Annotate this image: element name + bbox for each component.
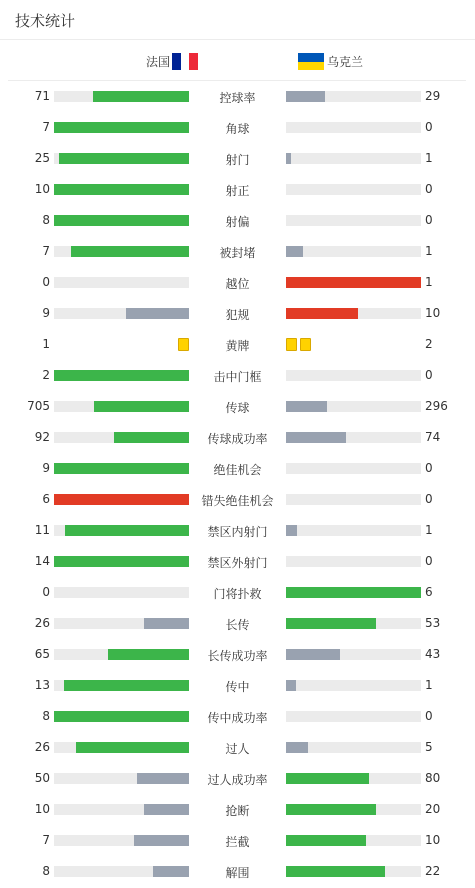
home-stat-value: 25 <box>34 151 50 165</box>
home-stat-value: 71 <box>34 89 50 103</box>
stat-row <box>0 546 475 577</box>
away-stat-value: 0 <box>425 120 433 134</box>
home-stat-value: 1 <box>42 337 50 351</box>
home-stat-bar-fill <box>76 742 189 753</box>
away-stat-value: 296 <box>425 399 448 413</box>
stat-row <box>0 670 475 701</box>
home-stat-value: 50 <box>34 771 50 785</box>
stat-label: 角球 <box>225 122 250 136</box>
home-stat-bar-fill <box>54 184 189 195</box>
home-stat-bar <box>54 587 189 598</box>
home-stat-bar-fill <box>134 835 189 846</box>
away-stat-bar-fill <box>286 618 376 629</box>
home-stat-bar-fill <box>137 773 189 784</box>
away-stat-bar <box>286 91 421 102</box>
home-stat-bar <box>54 184 189 195</box>
home-stat-value: 7 <box>42 120 50 134</box>
stat-label: 过人 <box>225 742 250 756</box>
stat-row <box>0 515 475 546</box>
home-stat-bar-fill <box>144 804 189 815</box>
home-stat-bar-fill <box>94 401 189 412</box>
stat-row <box>0 701 475 732</box>
home-stat-bar <box>54 618 189 629</box>
away-stat-value: 0 <box>425 368 433 382</box>
stat-label: 过人成功率 <box>207 773 268 787</box>
page-title: 技术统计 <box>15 12 76 30</box>
flag-stripe <box>298 62 324 71</box>
stat-row <box>0 577 475 608</box>
away-stat-bar-fill <box>286 773 369 784</box>
home-stat-bar-fill <box>54 370 189 381</box>
stat-label: 黄牌 <box>225 339 250 353</box>
home-stat-bar <box>54 680 189 691</box>
away-stat-bar-fill <box>286 246 303 257</box>
stat-label: 长传成功率 <box>207 649 268 663</box>
away-stat-value: 0 <box>425 461 433 475</box>
away-stat-value: 1 <box>425 523 433 537</box>
stat-label: 门将扑救 <box>213 587 262 601</box>
stat-row <box>0 236 475 267</box>
home-stat-bar-fill <box>54 494 189 505</box>
stat-row <box>0 360 475 391</box>
away-stat-bar <box>286 246 421 257</box>
home-stat-bar <box>54 91 189 102</box>
stats-list <box>0 81 475 887</box>
home-stat-bar-fill <box>108 649 189 660</box>
stat-row <box>0 298 475 329</box>
away-stat-bar <box>286 556 421 567</box>
away-stat-value: 22 <box>425 864 441 878</box>
home-stat-bar <box>54 308 189 319</box>
home-stat-value: 10 <box>34 182 50 196</box>
home-stat-value: 8 <box>42 709 50 723</box>
stat-label: 传球成功率 <box>207 432 268 446</box>
flag-stripe <box>181 53 190 70</box>
home-stat-value: 9 <box>42 306 50 320</box>
home-stat-value: 7 <box>42 244 50 258</box>
home-stat-bar-fill <box>114 432 189 443</box>
home-cards <box>178 338 189 351</box>
away-stat-bar <box>286 587 421 598</box>
home-stat-bar <box>54 773 189 784</box>
away-stat-bar <box>286 742 421 753</box>
away-stat-bar <box>286 804 421 815</box>
stat-label: 绝佳机会 <box>213 463 262 477</box>
away-stat-value: 6 <box>425 585 433 599</box>
home-stat-bar <box>54 370 189 381</box>
away-stat-value: 0 <box>425 182 433 196</box>
away-stat-bar <box>286 463 421 474</box>
home-stat-bar-fill <box>65 525 189 536</box>
stat-label: 射正 <box>225 184 250 198</box>
away-team-name: 乌克兰 <box>327 55 364 69</box>
yellow-card-icon <box>300 338 311 351</box>
away-stat-value: 2 <box>425 337 433 351</box>
home-stat-value: 6 <box>42 492 50 506</box>
stat-row <box>0 732 475 763</box>
home-team-name: 法国 <box>146 55 171 69</box>
away-stat-value: 80 <box>425 771 441 785</box>
home-stat-bar-fill <box>71 246 189 257</box>
away-stat-value: 1 <box>425 275 433 289</box>
away-stat-bar-fill <box>286 401 327 412</box>
stat-row <box>0 112 475 143</box>
away-stat-bar <box>286 835 421 846</box>
away-stat-bar-fill <box>286 587 421 598</box>
away-stat-value: 10 <box>425 833 441 847</box>
home-stat-bar-fill <box>59 153 189 164</box>
home-stat-value: 13 <box>34 678 50 692</box>
away-stat-bar <box>286 525 421 536</box>
home-stat-bar <box>54 525 189 536</box>
away-stat-bar <box>286 649 421 660</box>
home-stat-bar <box>54 153 189 164</box>
stat-row <box>0 608 475 639</box>
away-stat-bar <box>286 401 421 412</box>
home-stat-bar <box>54 742 189 753</box>
away-stat-value: 43 <box>425 647 441 661</box>
home-stat-bar-fill <box>54 215 189 226</box>
home-stat-bar <box>54 277 189 288</box>
stat-label: 禁区外射门 <box>207 556 268 570</box>
home-stat-bar <box>54 215 189 226</box>
yellow-card-icon <box>178 338 189 351</box>
home-stat-value: 8 <box>42 864 50 878</box>
home-stat-bar <box>54 432 189 443</box>
away-stat-bar <box>286 308 421 319</box>
home-stat-bar <box>54 246 189 257</box>
home-stat-bar-fill <box>54 556 189 567</box>
away-stat-value: 53 <box>425 616 441 630</box>
stat-label: 射偏 <box>225 215 250 229</box>
ukraine-flag-icon <box>298 53 324 70</box>
away-stat-bar-fill <box>286 91 325 102</box>
away-stat-bar <box>286 184 421 195</box>
away-stat-bar-fill <box>286 804 376 815</box>
home-stat-bar-fill <box>54 463 189 474</box>
home-stat-value: 0 <box>42 585 50 599</box>
stat-row <box>0 391 475 422</box>
away-stat-value: 0 <box>425 554 433 568</box>
home-stat-bar-fill <box>153 866 189 877</box>
away-stat-value: 0 <box>425 213 433 227</box>
home-stat-value: 14 <box>34 554 50 568</box>
home-stat-bar <box>54 711 189 722</box>
stat-row <box>0 174 475 205</box>
flag-stripe <box>298 53 324 62</box>
home-stat-value: 7 <box>42 833 50 847</box>
stat-label: 犯规 <box>225 308 250 322</box>
home-stat-bar-fill <box>144 618 189 629</box>
stat-row <box>0 794 475 825</box>
home-stat-bar <box>54 556 189 567</box>
stat-row <box>0 484 475 515</box>
stat-row <box>0 825 475 856</box>
away-stat-value: 1 <box>425 151 433 165</box>
away-stat-bar <box>286 618 421 629</box>
away-stat-bar <box>286 122 421 133</box>
stat-row <box>0 763 475 794</box>
stat-row <box>0 81 475 112</box>
stat-row <box>0 267 475 298</box>
away-stat-bar <box>286 432 421 443</box>
away-stat-bar <box>286 773 421 784</box>
home-stat-bar <box>54 835 189 846</box>
away-cards <box>286 338 311 351</box>
stat-row <box>0 329 475 360</box>
away-stat-bar-fill <box>286 680 296 691</box>
away-stat-value: 0 <box>425 492 433 506</box>
home-stat-bar <box>54 494 189 505</box>
away-stat-bar <box>286 866 421 877</box>
home-stat-value: 9 <box>42 461 50 475</box>
home-stat-bar <box>54 804 189 815</box>
stat-row <box>0 205 475 236</box>
home-stat-value: 705 <box>27 399 50 413</box>
away-stat-value: 10 <box>425 306 441 320</box>
away-stat-bar-fill <box>286 308 358 319</box>
home-stat-bar <box>54 463 189 474</box>
home-stat-bar <box>54 649 189 660</box>
stat-label: 错失绝佳机会 <box>201 494 274 508</box>
home-stat-bar <box>54 122 189 133</box>
away-stat-bar-fill <box>286 866 385 877</box>
away-stat-bar <box>286 494 421 505</box>
home-stat-value: 26 <box>34 616 50 630</box>
away-stat-bar <box>286 711 421 722</box>
away-stat-bar-fill <box>286 742 308 753</box>
away-stat-bar <box>286 277 421 288</box>
stat-label: 越位 <box>225 277 250 291</box>
away-stat-bar-fill <box>286 649 340 660</box>
away-stat-bar <box>286 215 421 226</box>
stat-label: 击中门框 <box>213 370 262 384</box>
away-stat-bar-fill <box>286 835 366 846</box>
home-stat-value: 11 <box>34 523 50 537</box>
stat-label: 拦截 <box>225 835 250 849</box>
stat-row <box>0 422 475 453</box>
home-stat-bar-fill <box>126 308 189 319</box>
stat-label: 禁区内射门 <box>207 525 268 539</box>
stat-label: 被封堵 <box>219 246 256 260</box>
home-stat-value: 26 <box>34 740 50 754</box>
away-stat-bar-fill <box>286 153 291 164</box>
home-stat-bar <box>54 866 189 877</box>
stat-label: 传中成功率 <box>207 711 268 725</box>
away-stat-bar-fill <box>286 277 421 288</box>
away-stat-value: 29 <box>425 89 441 103</box>
stat-row <box>0 639 475 670</box>
away-stat-value: 1 <box>425 244 433 258</box>
home-stat-value: 0 <box>42 275 50 289</box>
title-bar <box>0 0 475 40</box>
away-stat-value: 20 <box>425 802 441 816</box>
flag-stripe <box>189 53 198 70</box>
away-stat-bar <box>286 370 421 381</box>
away-stat-value: 0 <box>425 709 433 723</box>
away-stat-bar-fill <box>286 525 297 536</box>
stat-label: 解围 <box>225 866 250 880</box>
stat-label: 控球率 <box>219 91 256 105</box>
away-stat-value: 5 <box>425 740 433 754</box>
home-stat-value: 8 <box>42 213 50 227</box>
home-stat-value: 65 <box>34 647 50 661</box>
stat-row <box>0 143 475 174</box>
stat-label: 传球 <box>225 401 250 415</box>
away-stat-bar <box>286 153 421 164</box>
yellow-card-icon <box>286 338 297 351</box>
stat-label: 抢断 <box>225 804 250 818</box>
stat-row <box>0 453 475 484</box>
stat-row <box>0 856 475 887</box>
home-stat-bar-fill <box>54 122 189 133</box>
stat-label: 传中 <box>225 680 250 694</box>
home-stat-value: 92 <box>34 430 50 444</box>
away-stat-bar-fill <box>286 432 346 443</box>
home-stat-value: 10 <box>34 802 50 816</box>
away-stat-value: 1 <box>425 678 433 692</box>
stat-label: 长传 <box>225 618 250 632</box>
home-stat-bar-fill <box>64 680 189 691</box>
france-flag-icon <box>172 53 198 70</box>
home-stat-bar-fill <box>93 91 189 102</box>
home-stat-bar-fill <box>54 711 189 722</box>
stat-label: 射门 <box>225 153 250 167</box>
away-stat-value: 74 <box>425 430 441 444</box>
home-stat-value: 2 <box>42 368 50 382</box>
flag-stripe <box>172 53 181 70</box>
team-header <box>8 41 466 81</box>
home-stat-bar <box>54 401 189 412</box>
away-stat-bar <box>286 680 421 691</box>
